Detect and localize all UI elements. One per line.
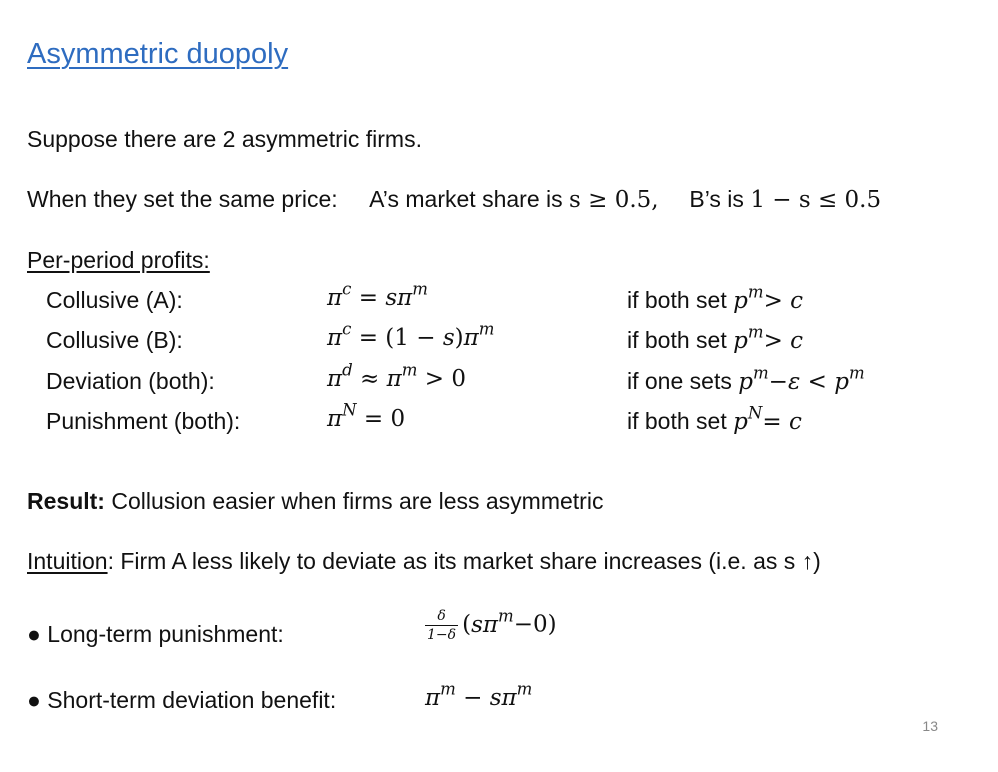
- short-term-formula: $\pi^m - s\pi^m$: [425, 679, 533, 711]
- intro-text: Suppose there are 2 asymmetric firms.: [27, 126, 422, 152]
- result-label: Result:: [27, 488, 105, 514]
- result-line: [27, 488, 603, 515]
- profit-row-label: Deviation (both):: [46, 368, 215, 394]
- intuition-line: [27, 548, 821, 575]
- share-b-text: B’s is: [689, 186, 751, 212]
- profit-row-label: Collusive (A):: [46, 287, 183, 313]
- profit-formula: $\pi^N = 0$: [327, 400, 406, 432]
- share-b-math: 1 − s ≤ 0.5: [750, 187, 882, 213]
- profit-row-label: Collusive (B):: [46, 327, 183, 353]
- profit-formula: $\pi^d \approx \pi^m > 0$: [327, 360, 466, 392]
- profit-formula: $\pi^c = (1 - s)\pi^m$: [327, 319, 495, 351]
- profit-formula: $\pi^c = s\pi^m$: [327, 279, 428, 311]
- profit-condition: if both set $p^m> c$: [627, 322, 804, 354]
- bullet-long-term: ● Long-term punishment:: [27, 621, 284, 647]
- share-a-text: A’s market share is: [369, 186, 569, 212]
- slide-title: Asymmetric duopoly: [27, 38, 289, 70]
- bullet-short-term: ● Short-term deviation benefit:: [27, 687, 337, 713]
- long-term-formula: $\frac{\delta}{1-\delta}$ $(s\pi^m-0)$: [427, 605, 557, 643]
- intuition-label: Intuition: [27, 548, 108, 574]
- profit-row-label: Punishment (both):: [46, 408, 241, 434]
- profits-heading: Per-period profits:: [27, 247, 210, 273]
- same-price-line: [27, 186, 881, 213]
- profit-condition: if both set $p^N= c$: [627, 403, 802, 435]
- share-a-math: s ≥ 0.5,: [569, 187, 659, 213]
- profit-condition: if both set $p^m> c$: [627, 282, 804, 314]
- profit-condition: if one sets $p^m-\varepsilon < p^m$: [627, 363, 865, 395]
- intuition-text: : Firm A less likely to deviate as its market share increases (i.e. as s ↑): [107, 548, 821, 574]
- same-price-lead: When they set the same price:: [27, 186, 338, 212]
- page-number: 13: [922, 718, 938, 734]
- result-text: Collusion easier when firms are less asymmetric: [104, 488, 604, 514]
